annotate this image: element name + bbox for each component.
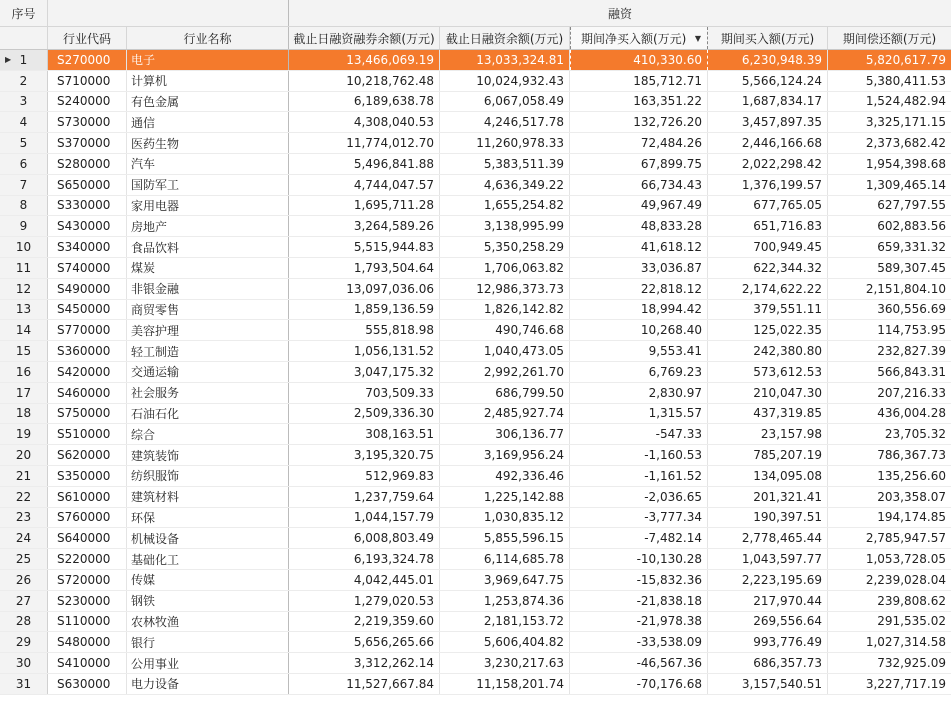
industry-name-cell: 美容护理: [127, 320, 289, 340]
buy-amount-cell: 3,157,540.51: [708, 674, 828, 694]
margin-balance-cell: 1,044,157.79: [289, 508, 440, 528]
buy-amount-cell: 651,716.83: [708, 216, 828, 236]
industry-name-cell: 家用电器: [127, 196, 289, 216]
industry-code-cell: S460000: [48, 383, 127, 403]
financing-balance-cell: 1,225,142.88: [440, 487, 570, 507]
industry-name-cell: 食品饮料: [127, 237, 289, 257]
margin-balance-cell: 5,515,944.83: [289, 237, 440, 257]
buy-amount-cell: 201,321.41: [708, 487, 828, 507]
net-buy-cell: -70,176.68: [570, 674, 708, 694]
row-index: 14: [0, 320, 48, 340]
net-buy-cell: -3,777.34: [570, 508, 708, 528]
industry-name-cell: 传媒: [127, 570, 289, 590]
table-row[interactable]: [0, 175, 951, 196]
financing-balance-cell: 4,636,349.22: [440, 175, 570, 195]
buy-amount-cell: 23,157.98: [708, 424, 828, 444]
repay-amount-cell: 5,380,411.53: [865, 73, 946, 88]
net-buy-cell: 72,484.26: [570, 133, 708, 153]
row-index: 29: [0, 632, 48, 652]
margin-balance-cell: 1,279,020.53: [289, 591, 440, 611]
industry-name-cell: 电力设备: [127, 674, 289, 694]
financing-balance-cell: 3,969,647.75: [440, 570, 570, 590]
repay-amount-cell: 207,216.33: [877, 385, 946, 400]
table-row[interactable]: [0, 508, 951, 529]
industry-name-cell: 机械设备: [127, 528, 289, 548]
financing-balance-cell: 6,114,685.78: [440, 549, 570, 569]
repay-amount-cell: 589,307.45: [877, 260, 946, 275]
buy-amount-cell: 993,776.49: [708, 632, 828, 652]
column-header-financing-balance[interactable]: 截止日融资余额(万元): [440, 27, 570, 49]
margin-balance-cell: 3,195,320.75: [289, 445, 440, 465]
row-index: 8: [0, 196, 48, 216]
financing-balance-cell: 1,253,874.36: [440, 591, 570, 611]
financing-group-header: 融资: [607, 6, 632, 21]
buy-amount-cell: 217,970.44: [708, 591, 828, 611]
margin-balance-cell: 13,466,069.19: [289, 50, 440, 70]
financing-balance-cell: 10,024,932.43: [440, 71, 570, 91]
net-buy-cell: 410,330.60: [570, 50, 708, 70]
net-buy-cell: -10,130.28: [570, 549, 708, 569]
net-buy-cell: 132,726.20: [570, 112, 708, 132]
margin-balance-cell: 1,695,711.28: [289, 196, 440, 216]
row-index: 30: [0, 653, 48, 673]
industry-code-cell: S770000: [48, 320, 127, 340]
industry-code-cell: S280000: [48, 154, 127, 174]
row-index: 22: [0, 487, 48, 507]
row-index: 10: [0, 237, 48, 257]
financing-balance-cell: 3,230,217.63: [440, 653, 570, 673]
column-header-code[interactable]: 行业代码: [48, 27, 127, 49]
column-header-row: [0, 27, 951, 50]
financing-balance-cell: 1,655,254.82: [440, 196, 570, 216]
financing-balance-cell: 4,246,517.78: [440, 112, 570, 132]
row-index: 23: [0, 508, 48, 528]
row-index: 18: [0, 404, 48, 424]
column-header-net-buy[interactable]: [570, 27, 708, 49]
margin-balance-cell: 5,656,265.66: [289, 632, 440, 652]
row-index: 6: [0, 154, 48, 174]
financing-balance-cell: 1,030,835.12: [440, 508, 570, 528]
industry-code-cell: S270000: [48, 50, 127, 70]
buy-amount-cell: 379,551.11: [708, 300, 828, 320]
buy-amount-cell: 785,207.19: [708, 445, 828, 465]
buy-amount-cell: 210,047.30: [708, 383, 828, 403]
industry-code-cell: S480000: [48, 632, 127, 652]
buy-amount-cell: 242,380.80: [708, 341, 828, 361]
financing-balance-cell: 686,799.50: [440, 383, 570, 403]
row-index: 5: [0, 133, 48, 153]
repay-amount-cell: 1,309,465.14: [865, 177, 946, 192]
row-index: 16: [0, 362, 48, 382]
buy-amount-cell: 3,457,897.35: [708, 112, 828, 132]
table-row[interactable]: [0, 300, 951, 321]
row-index: 13: [0, 300, 48, 320]
column-header-buy[interactable]: 期间买入额(万元): [708, 27, 828, 49]
financing-balance-cell: 1,826,142.82: [440, 300, 570, 320]
net-buy-cell: -2,036.65: [570, 487, 708, 507]
financing-balance-cell: 3,169,956.24: [440, 445, 570, 465]
table-row[interactable]: [0, 112, 951, 133]
buy-amount-cell: 2,778,465.44: [708, 528, 828, 548]
net-buy-cell: 6,769.23: [570, 362, 708, 382]
buy-amount-cell: 1,043,597.77: [708, 549, 828, 569]
margin-balance-cell: 308,163.51: [289, 424, 440, 444]
industry-code-cell: S240000: [48, 92, 127, 112]
industry-code-cell: S110000: [48, 612, 127, 632]
repay-amount-cell: 23,705.32: [884, 427, 946, 442]
financing-balance-cell: 1,040,473.05: [440, 341, 570, 361]
table-row[interactable]: [0, 591, 951, 612]
repay-amount-cell: 291,535.02: [877, 614, 946, 629]
table-row[interactable]: [0, 383, 951, 404]
financing-balance-cell: 11,260,978.33: [440, 133, 570, 153]
repay-amount-cell: 232,827.39: [877, 344, 946, 359]
industry-code-cell: S760000: [48, 508, 127, 528]
repay-amount-cell: 5,820,617.79: [828, 50, 951, 70]
industry-code-cell: S430000: [48, 216, 127, 236]
net-buy-cell: -33,538.09: [570, 632, 708, 652]
industry-code-cell: S330000: [48, 196, 127, 216]
financing-balance-cell: 12,986,373.73: [440, 279, 570, 299]
margin-balance-cell: 1,793,504.64: [289, 258, 440, 278]
margin-balance-cell: 11,527,667.84: [289, 674, 440, 694]
header-group-row: [0, 0, 951, 27]
repay-amount-cell: 659,331.32: [877, 240, 946, 255]
net-buy-cell: 10,268.40: [570, 320, 708, 340]
net-buy-cell: 1,315.57: [570, 404, 708, 424]
buy-amount-cell: 700,949.45: [708, 237, 828, 257]
row-index: 20: [0, 445, 48, 465]
table-row[interactable]: [0, 133, 951, 154]
net-buy-cell: 22,818.12: [570, 279, 708, 299]
margin-balance-cell: 5,496,841.88: [289, 154, 440, 174]
row-index: 11: [0, 258, 48, 278]
repay-amount-cell: 114,753.95: [877, 323, 946, 338]
financing-balance-cell: 5,855,596.15: [440, 528, 570, 548]
industry-code-cell: S640000: [48, 528, 127, 548]
industry-code-cell: S350000: [48, 466, 127, 486]
industry-name-cell: 公用事业: [127, 653, 289, 673]
net-buy-cell: 49,967.49: [570, 196, 708, 216]
row-index: 2: [0, 71, 48, 91]
table-row[interactable]: [0, 612, 951, 633]
industry-code-cell: S360000: [48, 341, 127, 361]
industry-name-cell: 有色金属: [127, 92, 289, 112]
column-header-net-buy-label: 期间净买入额(万元): [581, 31, 687, 46]
industry-code-cell: S610000: [48, 487, 127, 507]
repay-amount-cell: 786,367.73: [877, 448, 946, 463]
table-row[interactable]: [0, 258, 951, 279]
net-buy-cell: 41,618.12: [570, 237, 708, 257]
buy-amount-cell: 2,223,195.69: [708, 570, 828, 590]
row-index: 17: [0, 383, 48, 403]
table-row[interactable]: [0, 487, 951, 508]
row-index: 31: [0, 674, 48, 694]
margin-balance-cell: 2,509,336.30: [289, 404, 440, 424]
industry-name-cell: 医药生物: [127, 133, 289, 153]
margin-balance-cell: 6,008,803.49: [289, 528, 440, 548]
financing-balance-cell: 3,138,995.99: [440, 216, 570, 236]
industry-name-cell: 环保: [127, 508, 289, 528]
industry-code-cell: S490000: [48, 279, 127, 299]
table-row[interactable]: [0, 154, 951, 175]
industry-name-cell: 计算机: [127, 71, 289, 91]
industry-code-cell: S370000: [48, 133, 127, 153]
table-row[interactable]: [0, 92, 951, 113]
row-index: 27: [0, 591, 48, 611]
industry-code-cell: S620000: [48, 445, 127, 465]
table-row[interactable]: [0, 341, 951, 362]
net-buy-cell: 18,994.42: [570, 300, 708, 320]
margin-balance-cell: 6,193,324.78: [289, 549, 440, 569]
industry-name-cell: 通信: [127, 112, 289, 132]
industry-name-cell: 轻工制造: [127, 341, 289, 361]
industry-name-cell: 交通运输: [127, 362, 289, 382]
net-buy-cell: -21,838.18: [570, 591, 708, 611]
financing-balance-cell: 6,067,058.49: [440, 92, 570, 112]
repay-amount-cell: 3,325,171.15: [865, 115, 946, 130]
industry-name-cell: 石油石化: [127, 404, 289, 424]
buy-amount-cell: 573,612.53: [708, 362, 828, 382]
margin-balance-cell: 555,818.98: [289, 320, 440, 340]
buy-amount-cell: 2,174,622.22: [708, 279, 828, 299]
financing-balance-cell: 490,746.68: [440, 320, 570, 340]
industry-code-cell: S450000: [48, 300, 127, 320]
industry-name-cell: 纺织服饰: [127, 466, 289, 486]
repay-amount-cell: 194,174.85: [877, 510, 946, 525]
buy-amount-cell: 125,022.35: [708, 320, 828, 340]
industry-code-cell: S410000: [48, 653, 127, 673]
industry-name-cell: 电子: [127, 50, 289, 70]
industry-name-cell: 商贸零售: [127, 300, 289, 320]
margin-balance-cell: 3,264,589.26: [289, 216, 440, 236]
table-row[interactable]: [0, 279, 951, 300]
row-index: 25: [0, 549, 48, 569]
buy-amount-cell: 6,230,948.39: [708, 50, 828, 70]
buy-amount-cell: 2,446,166.68: [708, 133, 828, 153]
row-index: 19: [0, 424, 48, 444]
buy-amount-cell: 5,566,124.24: [708, 71, 828, 91]
net-buy-cell: -46,567.36: [570, 653, 708, 673]
buy-amount-cell: 677,765.05: [708, 196, 828, 216]
industry-name-cell: 汽车: [127, 154, 289, 174]
industry-code-cell: S720000: [48, 570, 127, 590]
repay-amount-cell: 627,797.55: [877, 198, 946, 213]
table-row[interactable]: [0, 570, 951, 591]
margin-balance-cell: 703,509.33: [289, 383, 440, 403]
financing-balance-cell: 11,158,201.74: [440, 674, 570, 694]
repay-amount-cell: 239,808.62: [877, 593, 946, 608]
industry-name-cell: 基础化工: [127, 549, 289, 569]
row-index: 3: [0, 92, 48, 112]
margin-balance-cell: 4,744,047.57: [289, 175, 440, 195]
row-index: 26: [0, 570, 48, 590]
table-row[interactable]: [0, 237, 951, 258]
industry-code-cell: S220000: [48, 549, 127, 569]
industry-name-cell: 非银金融: [127, 279, 289, 299]
repay-amount-cell: 566,843.31: [877, 364, 946, 379]
repay-amount-cell: 2,151,804.10: [865, 281, 946, 296]
financing-balance-cell: 2,485,927.74: [440, 404, 570, 424]
net-buy-cell: -15,832.36: [570, 570, 708, 590]
header-spacer: [48, 0, 289, 26]
repay-amount-cell: 2,239,028.04: [865, 572, 946, 587]
column-header-name[interactable]: 行业名称: [127, 27, 289, 49]
repay-amount-cell: 436,004.28: [877, 406, 946, 421]
repay-amount-cell: 732,925.09: [877, 656, 946, 670]
table-row[interactable]: [0, 424, 951, 445]
row-index: 28: [0, 612, 48, 632]
industry-code-cell: S510000: [48, 424, 127, 444]
buy-amount-cell: 269,556.64: [708, 612, 828, 632]
repay-amount-cell: 2,785,947.57: [865, 531, 946, 546]
margin-balance-cell: 4,308,040.53: [289, 112, 440, 132]
row-index: 12: [0, 279, 48, 299]
table-row[interactable]: [0, 445, 951, 466]
table-row[interactable]: [0, 196, 951, 217]
margin-balance-cell: 2,219,359.60: [289, 612, 440, 632]
net-buy-cell: 185,712.71: [570, 71, 708, 91]
industry-name-cell: 房地产: [127, 216, 289, 236]
repay-amount-cell: 360,556.69: [877, 302, 946, 317]
net-buy-cell: -21,978.38: [570, 612, 708, 632]
row-index: 21: [0, 466, 48, 486]
industry-name-cell: 钢铁: [127, 591, 289, 611]
table-row[interactable]: [0, 71, 951, 92]
industry-code-cell: S710000: [48, 71, 127, 91]
buy-amount-cell: 2,022,298.42: [708, 154, 828, 174]
industry-code-cell: S340000: [48, 237, 127, 257]
industry-name-cell: 国防军工: [127, 175, 289, 195]
repay-amount-cell: 1,027,314.58: [865, 635, 946, 650]
net-buy-cell: -7,482.14: [570, 528, 708, 548]
net-buy-cell: -1,160.53: [570, 445, 708, 465]
column-header-margin-balance[interactable]: 截止日融资融券余额(万元): [289, 27, 440, 49]
industry-name-cell: 煤炭: [127, 258, 289, 278]
net-buy-cell: -1,161.52: [570, 466, 708, 486]
industry-name-cell: 银行: [127, 632, 289, 652]
buy-amount-cell: 622,344.32: [708, 258, 828, 278]
industry-code-cell: S650000: [48, 175, 127, 195]
row-pointer-icon: ▶: [5, 55, 12, 65]
financing-balance-cell: 1,706,063.82: [440, 258, 570, 278]
repay-amount-cell: 602,883.56: [877, 219, 946, 234]
industry-name-cell: 农林牧渔: [127, 612, 289, 632]
table-row[interactable]: [0, 674, 951, 695]
table-row[interactable]: [0, 549, 951, 570]
margin-balance-cell: 4,042,445.01: [289, 570, 440, 590]
net-buy-cell: 66,734.43: [570, 175, 708, 195]
industry-name-cell: 建筑材料: [127, 487, 289, 507]
financing-balance-cell: 492,336.46: [440, 466, 570, 486]
financing-balance-cell: 5,383,511.39: [440, 154, 570, 174]
net-buy-cell: -547.33: [570, 424, 708, 444]
industry-code-cell: S630000: [48, 674, 127, 694]
table-row[interactable]: [0, 466, 951, 487]
repay-amount-cell: 135,256.60: [877, 468, 946, 483]
buy-amount-cell: 1,376,199.57: [708, 175, 828, 195]
repay-amount-cell: 3,227,717.19: [865, 676, 946, 691]
net-buy-cell: 163,351.22: [570, 92, 708, 112]
industry-name-cell: 综合: [127, 424, 289, 444]
repay-amount-cell: 203,358.07: [877, 489, 946, 504]
table-row[interactable]: [0, 362, 951, 383]
repay-amount-cell: 1,524,482.94: [865, 94, 946, 109]
index-header-blank: [0, 27, 48, 49]
industry-code-cell: S730000: [48, 112, 127, 132]
index-column-header[interactable]: 序号: [0, 0, 48, 26]
table-row[interactable]: [0, 528, 951, 549]
row-index: 24: [0, 528, 48, 548]
buy-amount-cell: 134,095.08: [708, 466, 828, 486]
buy-amount-cell: 190,397.51: [708, 508, 828, 528]
industry-name-cell: 社会服务: [127, 383, 289, 403]
buy-amount-cell: 437,319.85: [708, 404, 828, 424]
net-buy-cell: 9,553.41: [570, 341, 708, 361]
repay-amount-cell: 1,053,728.05: [865, 552, 946, 567]
net-buy-cell: 33,036.87: [570, 258, 708, 278]
financing-balance-cell: 306,136.77: [440, 424, 570, 444]
table-row[interactable]: [0, 632, 951, 653]
table-row[interactable]: [0, 404, 951, 425]
repay-amount-cell: 1,954,398.68: [865, 156, 946, 171]
net-buy-cell: 2,830.97: [570, 383, 708, 403]
table-row-selected[interactable]: [0, 50, 951, 71]
buy-amount-cell: 686,357.73: [708, 653, 828, 673]
row-index: 15: [0, 341, 48, 361]
industry-code-cell: S740000: [48, 258, 127, 278]
margin-balance-cell: 3,047,175.32: [289, 362, 440, 382]
table-row[interactable]: [0, 653, 951, 674]
industry-name-cell: 建筑装饰: [127, 445, 289, 465]
industry-code-cell: S420000: [48, 362, 127, 382]
table-body: [0, 50, 951, 695]
row-index: 1 ▶: [0, 50, 48, 70]
table-row[interactable]: [0, 320, 951, 341]
industry-code-cell: S750000: [48, 404, 127, 424]
financing-balance-cell: 13,033,324.81: [440, 50, 570, 70]
net-buy-cell: 48,833.28: [570, 216, 708, 236]
sort-descending-icon: ▼: [694, 33, 701, 43]
margin-balance-cell: 13,097,036.06: [289, 279, 440, 299]
table-row[interactable]: [0, 216, 951, 237]
financing-balance-cell: 2,181,153.72: [440, 612, 570, 632]
financing-balance-cell: 5,606,404.82: [440, 632, 570, 652]
margin-balance-cell: 1,237,759.64: [289, 487, 440, 507]
row-index: 4: [0, 112, 48, 132]
buy-amount-cell: 1,687,834.17: [708, 92, 828, 112]
column-header-repay[interactable]: 期间偿还额(万元): [842, 31, 937, 46]
margin-balance-cell: 3,312,262.14: [289, 653, 440, 673]
margin-balance-cell: 11,774,012.70: [289, 133, 440, 153]
row-index: 9: [0, 216, 48, 236]
financing-balance-cell: 2,992,261.70: [440, 362, 570, 382]
financing-balance-cell: 5,350,258.29: [440, 237, 570, 257]
margin-balance-cell: 1,056,131.52: [289, 341, 440, 361]
industry-code-cell: S230000: [48, 591, 127, 611]
margin-balance-cell: 1,859,136.59: [289, 300, 440, 320]
margin-balance-cell: 10,218,762.48: [289, 71, 440, 91]
margin-balance-cell: 512,969.83: [289, 466, 440, 486]
row-index: 7: [0, 175, 48, 195]
margin-balance-cell: 6,189,638.78: [289, 92, 440, 112]
net-buy-cell: 67,899.75: [570, 154, 708, 174]
repay-amount-cell: 2,373,682.42: [865, 136, 946, 151]
